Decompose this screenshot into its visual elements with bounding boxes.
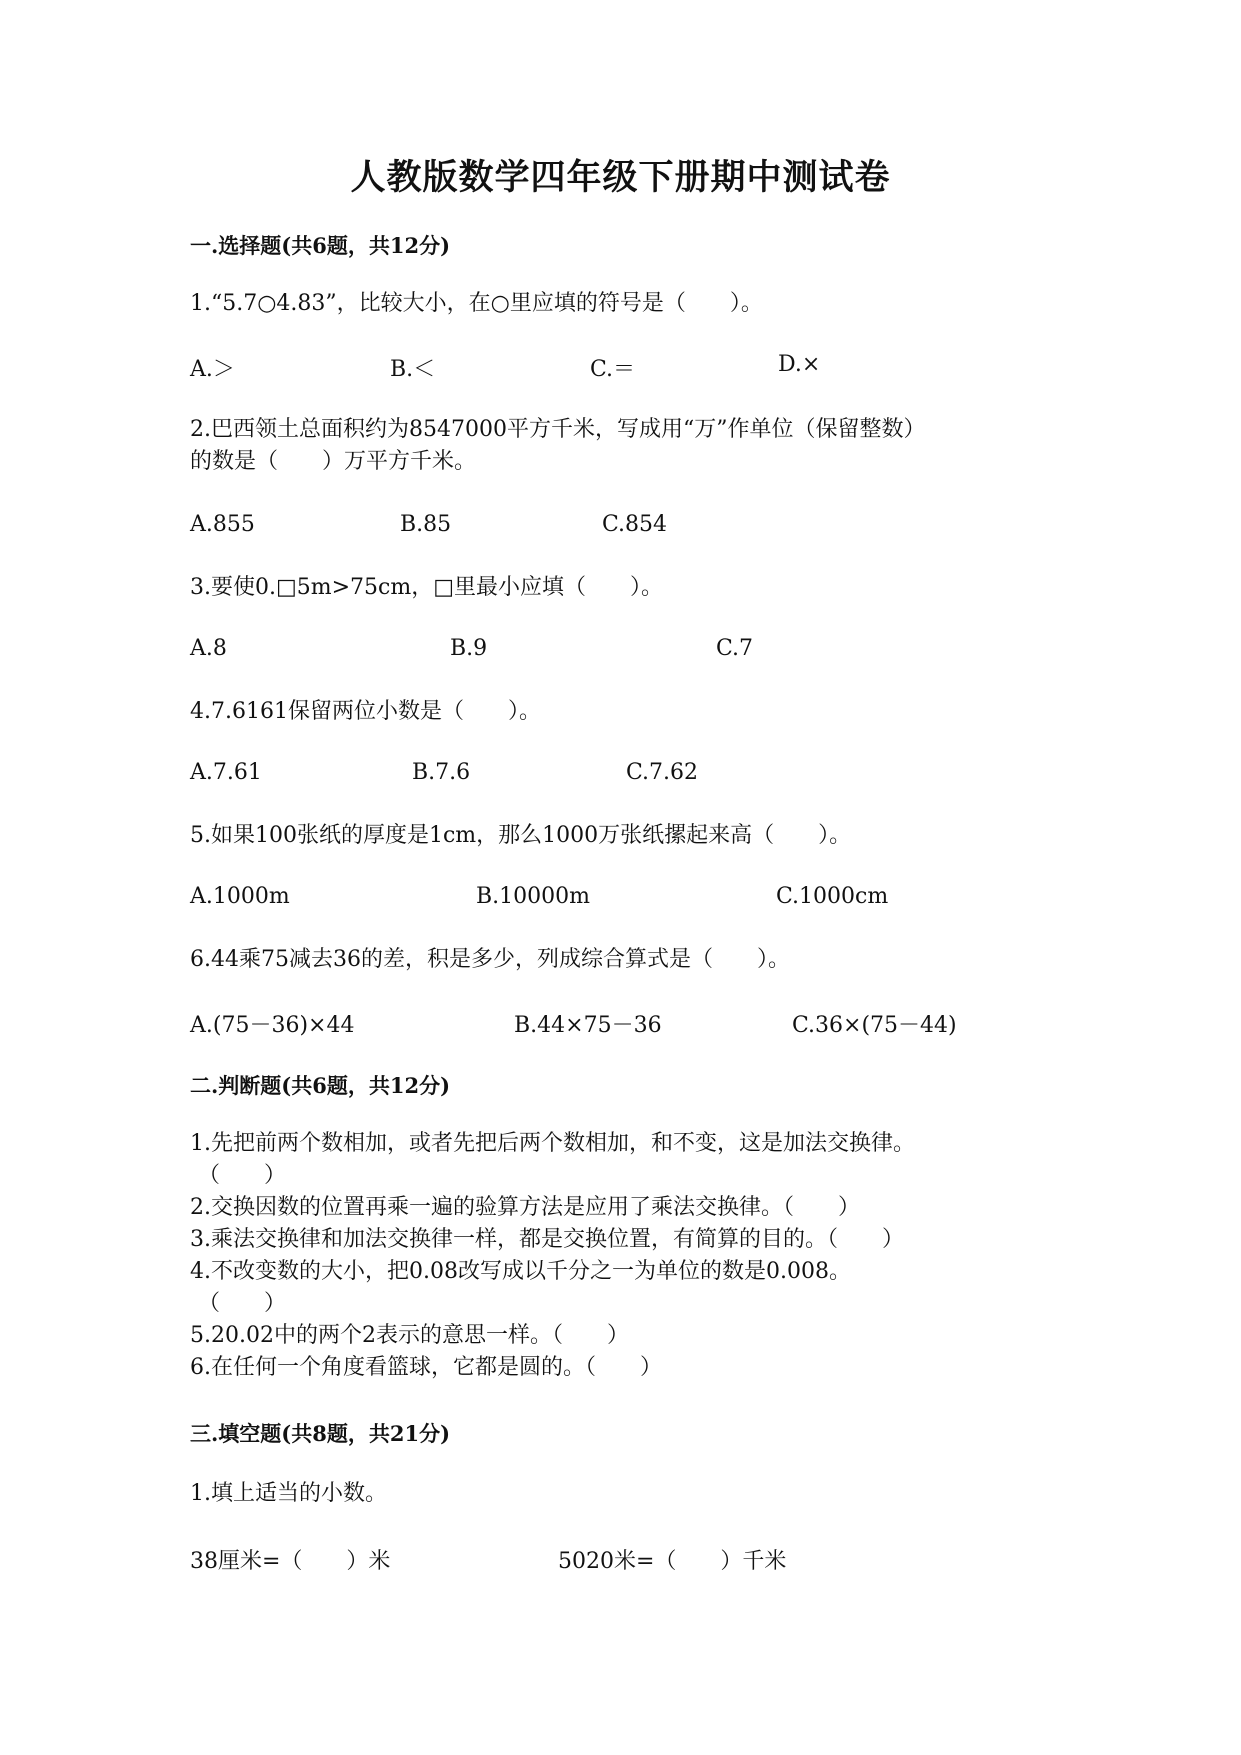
option: C.7.62: [626, 760, 699, 785]
question-text: 3.要使0.□5m>75cm，□里最小应填（ ）。: [190, 575, 664, 600]
section-heading-fill: 三.填空题(共8题，共21分): [190, 1421, 451, 1446]
section-heading-choice: 一.选择题(共6题，共12分): [190, 233, 451, 258]
question-text: 1.“5.7○4.83”，比较大小，在○里应填的符号是（ ）。: [190, 291, 763, 316]
option: A.(75－36)×44: [190, 1013, 355, 1038]
option: A.7.61: [190, 760, 262, 785]
statement-line: 3.乘法交换律和加法交换律一样，都是交换位置，有简算的目的。（ ）: [190, 1227, 904, 1252]
page-title: 人教版数学四年级下册期中测试卷: [350, 157, 891, 198]
section-heading-judge: 二.判断题(共6题，共12分): [190, 1073, 451, 1098]
option: B.10000m: [476, 884, 591, 909]
statement-line: 6.在任何一个角度看篮球，它都是圆的。（ ）: [190, 1355, 662, 1380]
option: A.＞: [190, 357, 235, 382]
option: A.855: [190, 512, 255, 537]
option: C.7: [716, 636, 754, 661]
option: B.44×75－36: [514, 1013, 662, 1038]
option: B.7.6: [412, 760, 471, 785]
option: D.×: [778, 352, 821, 377]
question-text: 6.44乘75减去36的差，积是多少，列成综合算式是（ ）。: [190, 947, 790, 972]
option: C.1000cm: [776, 884, 889, 909]
option: C.854: [602, 512, 668, 537]
option: A.8: [190, 636, 227, 661]
question-text: 4.7.6161保留两位小数是（ ）。: [190, 699, 541, 724]
question-text: 2.巴西领土总面积约为8547000平方千米，写成用“万”作单位（保留整数）: [190, 417, 926, 442]
fill-item: 38厘米=（ ）米: [190, 1549, 391, 1574]
option: B.＜: [390, 357, 436, 382]
option: A.1000m: [190, 884, 290, 909]
option: B.85: [400, 512, 452, 537]
statement-line: 4.不改变数的大小，把0.08改写成以千分之一为单位的数是0.008。: [190, 1259, 851, 1284]
answer-blank: （ ）: [198, 1291, 287, 1316]
statement-line: 5.20.02中的两个2表示的意思一样。（ ）: [190, 1323, 629, 1348]
fill-item: 5020米=（ ）千米: [558, 1549, 787, 1574]
statement-line: 2.交换因数的位置再乘一遍的验算方法是应用了乘法交换律。（ ）: [190, 1195, 860, 1220]
option: C.36×(75－44): [792, 1013, 957, 1038]
question-text: 1.填上适当的小数。: [190, 1481, 387, 1506]
answer-blank: （ ）: [198, 1163, 287, 1188]
question-text: 5.如果100张纸的厚度是1cm，那么1000万张纸摞起来高（ ）。: [190, 823, 852, 848]
option: B.9: [450, 636, 488, 661]
question-text: 的数是（ ）万平方千米。: [190, 449, 477, 474]
option: C.＝: [590, 357, 636, 382]
statement-line: 1.先把前两个数相加，或者先把后两个数相加，和不变，这是加法交换律。: [190, 1131, 915, 1156]
